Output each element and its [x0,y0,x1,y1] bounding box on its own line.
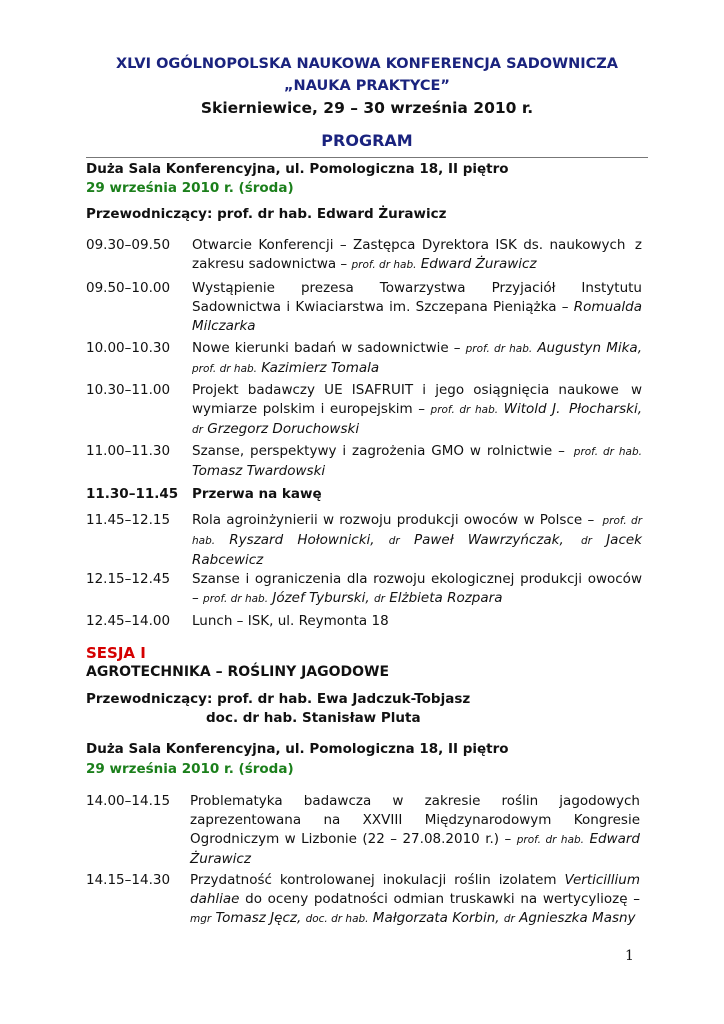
item-description: Rola agroinżynierii w rozwoju produkcji owoców w Polsce – prof. dr hab. Ryszard Hołownicki, dr Paweł Wawrzyńczak, dr Jacek Rabcewicz [192,512,643,568]
item-description: Przerwa na kawę [192,486,322,502]
document-page [86,0,648,1024]
item-description: Szanse i ograniczenia dla rozwoju ekologicznej produkcji owoców – prof. dr hab. Józef Tyburski, dr Elżbieta Rozpara [192,571,642,606]
item-time: 14.00–14.15 [86,793,171,809]
item-time: 09.50–10.00 [86,280,171,296]
item-time: 11.45–12.15 [86,512,171,528]
item-time: 10.30–11.00 [86,382,171,398]
conference-subtitle: „NAUKA PRAKTYCE” [284,78,450,94]
title-block [86,53,648,119]
place-date: Skierniewice, 29 – 30 września 2010 r. [200,99,534,117]
session-label: SESJA I [86,644,146,662]
item-description: Problematyka badawcza w zakresie roślin jagodowych zaprezentowana na XXVIII Międzynarodowym Kongresie Ogrodniczym w Lizbonie (22 – 27.08.2010 r.) – prof. dr hab. Edward Żurawicz [190,793,641,867]
divider [86,157,648,158]
item-time: 12.15–12.45 [86,571,171,587]
day1-chair: Przewodniczący: prof. dr hab. Edward Żurawicz [86,206,447,222]
item-description: Nowe kierunki badań w sadownictwie – prof. dr hab. Augustyn Mika, prof. dr hab. Kazimierz Tomala [192,340,642,376]
item-description: Szanse, perspektywy i zagrożenia GMO w rolnictwie – prof. dr hab. Tomasz Twardowski [192,443,642,479]
item-time: 10.00–10.30 [86,340,171,356]
item-description: Wystąpienie prezesa Towarzystwa Przyjaciół Instytutu Sadownictwa i Kwiaciarstwa im. Szczepana Pieniążka – Romualda Milczarka [192,280,642,334]
item-description: Lunch – ISK, ul. Reymonta 18 [192,613,389,629]
session-name: AGROTECHNIKA – ROŚLINY JAGODOWE [86,664,390,680]
day1-venue: Duża Sala Konferencyjna, ul. Pomologiczna 18, II piętro [86,161,509,177]
day1-date: 29 września 2010 r. (środa) [86,180,294,196]
session-chair: Przewodniczący: prof. dr hab. Ewa Jadczuk-Tobjasz [86,691,471,707]
item-time: 12.45–14.00 [86,613,171,629]
item-description: Projekt badawczy UE ISAFRUIT i jego osiągnięcia naukowe w wymiarze polskim i europejskim – prof. dr hab. Witold J. Płocharski, dr Grzegorz Doruchowski [192,382,642,437]
program-heading: PROGRAM [321,131,413,150]
page-number: 1 [625,948,634,964]
conference-title: XLVI OGÓLNOPOLSKA NAUKOWA KONFERENCJA SADOWNICZA [116,56,618,72]
item-time: 11.30–11.45 [86,486,179,502]
item-time: 09.30–09.50 [86,237,171,253]
item-time: 14.15–14.30 [86,872,171,888]
item-description: Przydatność kontrolowanej inokulacji roślin izolatem Verticillium dahliae do oceny podatności odmian truskawki na wertycyliozę – mgr Tomasz Jęcz, doc. dr hab. Małgorzata Korbin, dr Agnieszka Masny [190,872,641,926]
item-description: Otwarcie Konferencji – Zastępca Dyrektora ISK ds. naukowych z zakresu sadownictwa – prof. dr hab. Edward Żurawicz [192,237,642,272]
item-time: 11.00–11.30 [86,443,171,459]
session-date: 29 września 2010 r. (środa) [86,761,294,777]
session-venue: Duża Sala Konferencyjna, ul. Pomologiczna 18, II piętro [86,741,509,757]
session-chair-second: doc. dr hab. Stanisław Pluta [206,710,421,726]
